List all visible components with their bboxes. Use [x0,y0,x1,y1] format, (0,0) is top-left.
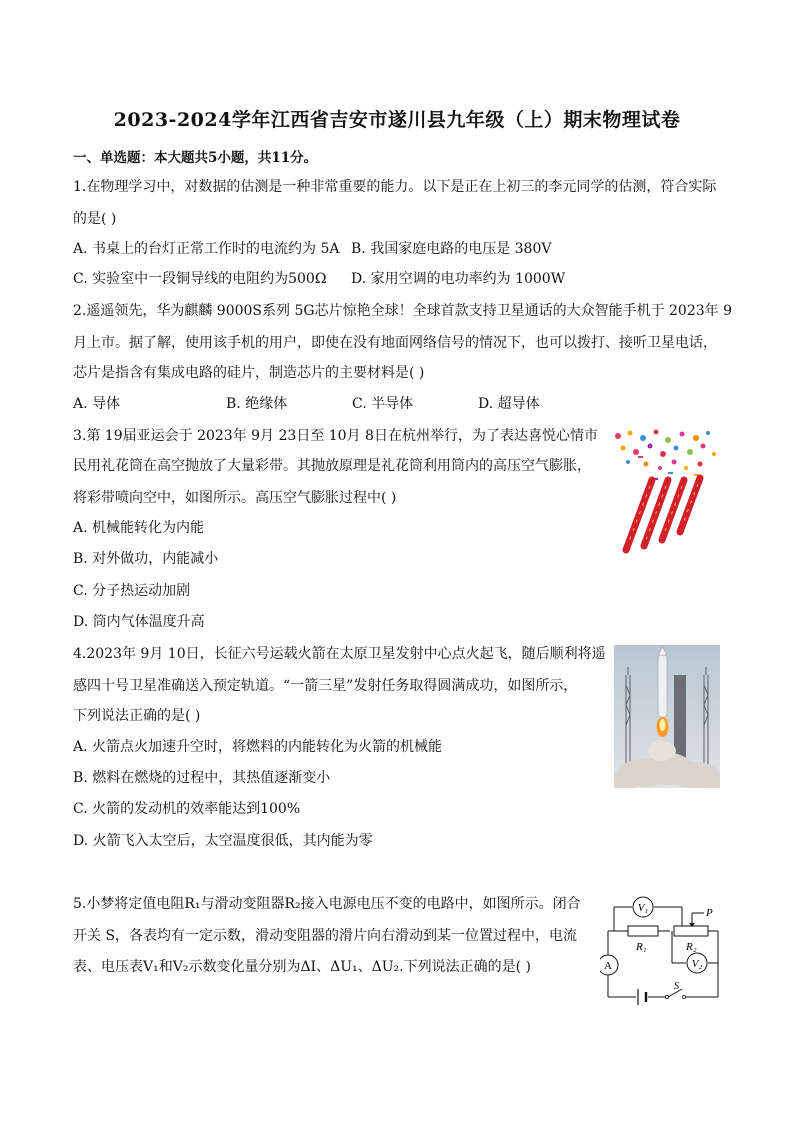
section-heading: 一、单选题：本大题共5小题，共11分。 [73,150,318,166]
q2-line-2: 月上市。据了解，使用该手机的用户，即使在没有地面网络信号的情况下，也可以拨打、接听卫星电话， [73,335,717,351]
q3-line-1: 3.第 19届亚运会于 2023年 9月 23日至 10月 8日在杭州举行，为了表达喜悦心情市 [73,428,598,444]
label-p: P [706,907,713,919]
q2-line-3: 芯片是指含有集成电路的硅片，制造芯片的主要材料是( ) [73,365,425,381]
circuit-wires [608,907,718,997]
q3-line-2: 民用礼花筒在高空抛放了大量彩带。其抛放原理是礼花筒利用筒内的高压空气膨胀， [73,458,591,474]
resistor-r1 [628,926,658,936]
q1-option-d: D. 家用空调的电功率约为 1000W [351,271,566,287]
rocket [658,655,667,717]
circuit-diagram [600,893,724,1005]
q4-line-3: 下列说法正确的是( ) [73,708,201,724]
party-popper-image [608,428,720,554]
resistor-r2 [674,926,708,936]
q3-line-3: 将彩带喷向空中，如图所示。高压空气膨胀过程中( ) [73,490,397,506]
q4-option-a: A. 火箭点火加速升空时，将燃料的内能转化为火箭的机械能 [73,739,443,755]
q3-option-d: D. 筒内气体温度升高 [73,614,205,630]
q3-option-b: B. 对外做功，内能减小 [73,551,219,567]
switch-s [665,995,668,998]
q4-option-c: C. 火箭的发动机的效率能达到100% [73,801,301,817]
q5-line-2: 开关 S，各表均有一定示数，滑动变阻器的滑片向右滑动到某一位置过程中，电流 [73,928,578,944]
q2-option-d: D. 超导体 [478,396,540,412]
q1-option-b: B. 我国家庭电路的电压是 380V [351,241,552,257]
q3-option-c: C. 分子热运动加剧 [73,583,191,599]
q1-line-1: 1.在物理学习中，对数据的估测是一种非常重要的能力。以下是正在上初三的李元同学的估测，符合实际 [73,179,717,195]
label-r2: R₂ [686,941,697,953]
q4-option-b: B. 燃料在燃烧的过程中，其热值逐渐变小 [73,770,331,786]
q4-option-d: D. 火箭飞入太空后，太空温度很低，其内能为零 [73,833,373,849]
q1-option-a: A. 书桌上的台灯正常工作时的电流约为 5A [73,241,340,257]
q5-line-1: 5.小梦将定值电阻R₁与滑动变阻器R₂接入电源电压不变的电路中，如图所示。闭合 [73,896,581,912]
confetti [615,430,716,481]
label-v2: V₂ [691,958,703,970]
q1-option-c: C. 实验室中一段铜导线的电阻约为500Ω [73,271,327,287]
q3-option-a: A. 机械能转化为内能 [73,520,205,536]
q4-line-2: 感四十号卫星准确送入预定轨道。“一箭三星”发射任务取得圆满成功，如图所示， [73,678,578,694]
label-s: S [674,981,679,992]
q2-option-c: C. 半导体 [352,396,414,412]
rocket-launch-image [614,645,720,788]
q2-line-1: 2.遥遥领先，华为麒麟 9000S系列 5G芯片惊艳全球！全球首款支持卫星通话的大众智能手机于 2023年 9 [73,303,733,319]
streamer-tubes [626,478,700,550]
q5-line-3: 表、电压表V₁和V₂示数变化量分别为ΔI、ΔU₁、ΔU₂.下列说法正确的是( ) [73,959,531,975]
label-v1: V₁ [637,902,649,914]
q2-option-a: A. 导体 [73,396,121,412]
q1-line-2: 的是( ) [73,211,117,227]
q4-line-1: 4.2023年 9月 10日，长征六号运载火箭在太原卫星发射中心点火起飞，随后顺利将遥 [73,646,606,662]
label-a: A [604,960,612,972]
label-r1: R₁ [636,941,647,953]
q2-option-b: B. 绝缘体 [226,396,288,412]
page-title: 2023-2024学年江西省吉安市遂川县九年级（上）期末物理试卷 [113,109,681,131]
